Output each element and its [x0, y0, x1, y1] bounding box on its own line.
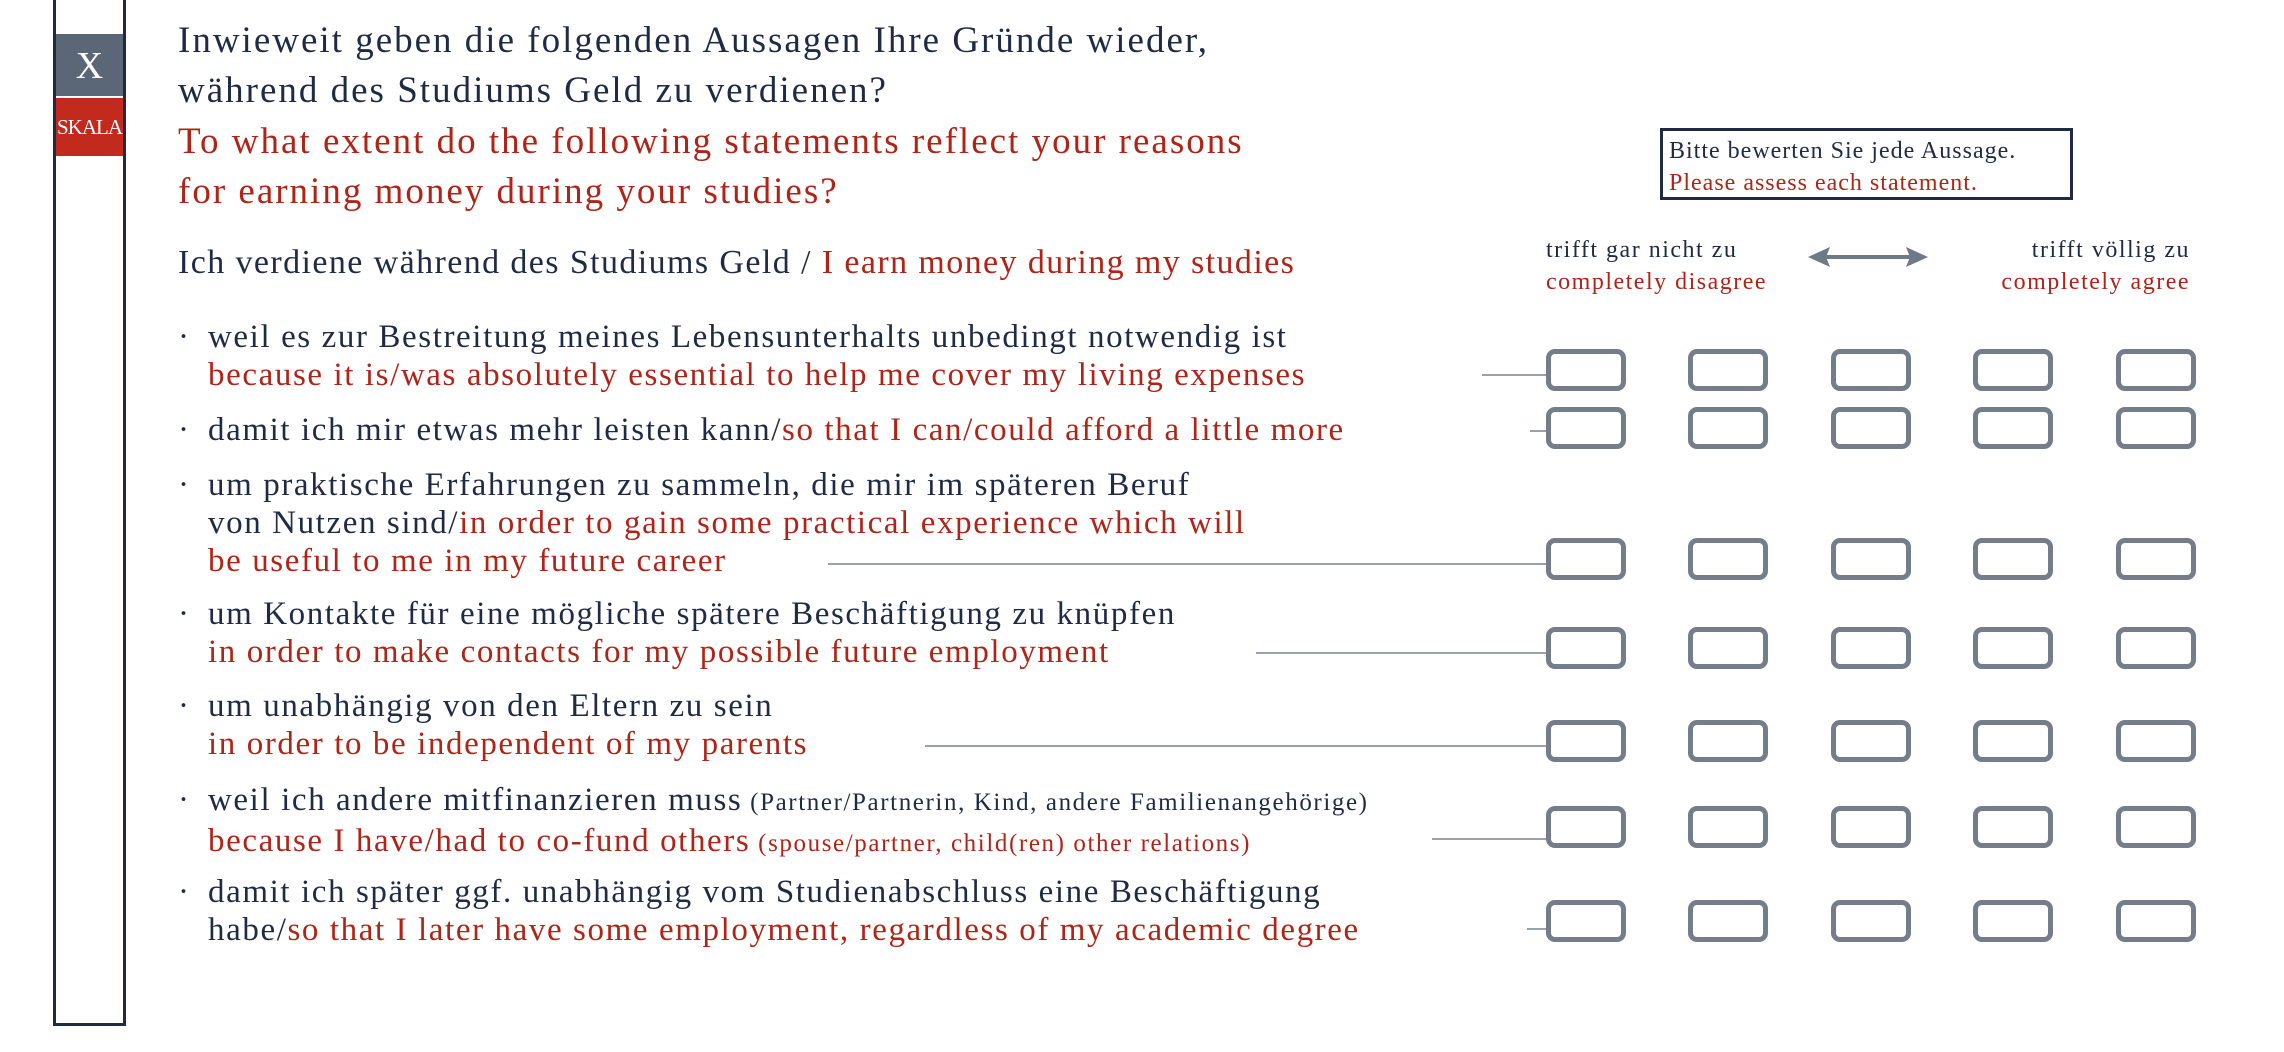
item-1-de: weil es zur Bestreitung meines Lebensunterhalts unbedingt notwendig ist	[208, 319, 1288, 355]
item-6-de-small: (Partner/Partnerin, Kind, andere Familienangehörige)	[742, 789, 1369, 816]
item-5-en: in order to be independent of my parents	[208, 726, 809, 762]
item-6-en-small: (spouse/partner, child(ren) other relations)	[750, 830, 1252, 857]
rating-checkbox-item-6-option-3[interactable]	[1831, 806, 1911, 848]
scale-left-de: trifft gar nicht zu	[1546, 237, 1738, 263]
rating-checkbox-item-7-option-5[interactable]	[2116, 900, 2196, 942]
question-title-de-2: während des Studiums Geld zu verdienen?	[178, 70, 888, 111]
rating-checkbox-item-2-option-3[interactable]	[1831, 407, 1911, 449]
rating-checkbox-item-4-option-3[interactable]	[1831, 627, 1911, 669]
close-button[interactable]: X	[56, 34, 123, 96]
rating-checkbox-item-4-option-1[interactable]	[1546, 627, 1626, 669]
item-2-text	[178, 411, 1345, 449]
bullet: ·	[178, 412, 191, 448]
leader-line	[1432, 838, 1548, 840]
rating-checkbox-item-6-option-2[interactable]	[1688, 806, 1768, 848]
bullet: ·	[178, 319, 191, 355]
scale-left-label	[1546, 234, 1767, 298]
rating-checkbox-item-2-option-5[interactable]	[2116, 407, 2196, 449]
item-7-text	[178, 873, 1360, 949]
rating-checkbox-item-2-option-2[interactable]	[1688, 407, 1768, 449]
bullet: ·	[178, 688, 191, 724]
rating-checkbox-item-1-option-1[interactable]	[1546, 349, 1626, 391]
instruction-de: Bitte bewerten Sie jede Aussage.	[1669, 138, 2017, 164]
rating-checkbox-item-5-option-3[interactable]	[1831, 720, 1911, 762]
item-7-de-2: habe/	[208, 912, 288, 948]
item-5-de: um unabhängig von den Eltern zu sein	[208, 688, 774, 724]
item-3-de-2: von Nutzen sind/	[208, 505, 460, 541]
rating-checkbox-item-5-option-5[interactable]	[2116, 720, 2196, 762]
question-title-en-2: for earning money during your studies?	[178, 171, 839, 212]
item-6-text	[178, 781, 1369, 863]
rating-checkbox-item-3-option-5[interactable]	[2116, 538, 2196, 580]
rating-checkbox-item-7-option-1[interactable]	[1546, 900, 1626, 942]
rating-checkbox-item-3-option-2[interactable]	[1688, 538, 1768, 580]
leader-line	[925, 745, 1548, 747]
item-6-de: weil ich andere mitfinanzieren muss	[208, 782, 743, 818]
intro-en: I earn money during my studies	[821, 244, 1296, 281]
rating-checkbox-item-4-option-4[interactable]	[1973, 627, 2053, 669]
rating-checkbox-item-4-option-2[interactable]	[1688, 627, 1768, 669]
scale-right-label	[1950, 234, 2190, 298]
rating-checkbox-item-7-option-2[interactable]	[1688, 900, 1768, 942]
rating-checkbox-item-7-option-4[interactable]	[1973, 900, 2053, 942]
rating-checkbox-item-6-option-1[interactable]	[1546, 806, 1626, 848]
leader-line	[828, 563, 1548, 565]
item-4-text	[178, 595, 1176, 671]
item-4-en: in order to make contacts for my possible future employment	[208, 634, 1110, 670]
intro-de: Ich verdiene während des Studiums Geld /	[178, 244, 822, 281]
item-7-de-1: damit ich später ggf. unabhängig vom Studienabschluss eine Beschäftigung	[208, 874, 1322, 910]
bullet: ·	[178, 782, 191, 818]
item-6-en: because I have/had to co-fund others	[208, 823, 751, 859]
rating-checkbox-item-2-option-4[interactable]	[1973, 407, 2053, 449]
leader-line	[1527, 928, 1548, 930]
rating-checkbox-item-1-option-4[interactable]	[1973, 349, 2053, 391]
rating-checkbox-item-6-option-5[interactable]	[2116, 806, 2196, 848]
item-2-en: so that I can/could afford a little more	[782, 412, 1345, 448]
rating-checkbox-item-4-option-5[interactable]	[2116, 627, 2196, 669]
rating-checkbox-item-1-option-5[interactable]	[2116, 349, 2196, 391]
bullet: ·	[178, 467, 191, 503]
rating-checkbox-item-7-option-3[interactable]	[1831, 900, 1911, 942]
item-3-de-1: um praktische Erfahrungen zu sammeln, die mir im späteren Beruf	[208, 467, 1191, 503]
rating-checkbox-item-5-option-4[interactable]	[1973, 720, 2053, 762]
rating-checkbox-item-3-option-3[interactable]	[1831, 538, 1911, 580]
item-1-text	[178, 318, 1306, 394]
instruction-en: Please assess each statement.	[1669, 170, 1978, 196]
item-7-en: so that I later have some employment, regardless of my academic degree	[287, 912, 1360, 948]
scale-button[interactable]: SKALA	[56, 98, 123, 156]
item-2-de: damit ich mir etwas mehr leisten kann/	[208, 412, 782, 448]
rating-checkbox-item-2-option-1[interactable]	[1546, 407, 1626, 449]
rating-checkbox-item-5-option-1[interactable]	[1546, 720, 1626, 762]
rating-checkbox-item-3-option-4[interactable]	[1973, 538, 2053, 580]
instruction-box	[1660, 128, 2073, 200]
intro-statement	[178, 244, 1295, 282]
bullet: ·	[178, 596, 191, 632]
leader-line	[1256, 652, 1548, 654]
rating-checkbox-item-6-option-4[interactable]	[1973, 806, 2053, 848]
scale-left-en: completely disagree	[1546, 269, 1768, 295]
scale-right-en: completely agree	[2001, 269, 2190, 295]
item-3-en-2: be useful to me in my future career	[208, 543, 727, 579]
rating-checkbox-item-1-option-3[interactable]	[1831, 349, 1911, 391]
rating-checkbox-item-3-option-1[interactable]	[1546, 538, 1626, 580]
rating-checkbox-item-5-option-2[interactable]	[1688, 720, 1768, 762]
double-arrow-icon	[1808, 242, 1928, 272]
item-5-text	[178, 687, 808, 763]
leader-line	[1482, 374, 1548, 376]
rating-checkbox-item-1-option-2[interactable]	[1688, 349, 1768, 391]
item-1-en: because it is/was absolutely essential to help me cover my living expenses	[208, 357, 1307, 393]
scale-right-de: trifft völlig zu	[2031, 237, 2190, 263]
question-title-de-1: Inwieweit geben die folgenden Aussagen Ihre Gründe wieder,	[178, 20, 1209, 61]
item-4-de: um Kontakte für eine mögliche spätere Beschäftigung zu knüpfen	[208, 596, 1176, 632]
bullet: ·	[178, 874, 191, 910]
question-title-en-1: To what extent do the following statements reflect your reasons	[178, 121, 1244, 162]
item-3-en-1: in order to gain some practical experience which will	[459, 505, 1246, 541]
